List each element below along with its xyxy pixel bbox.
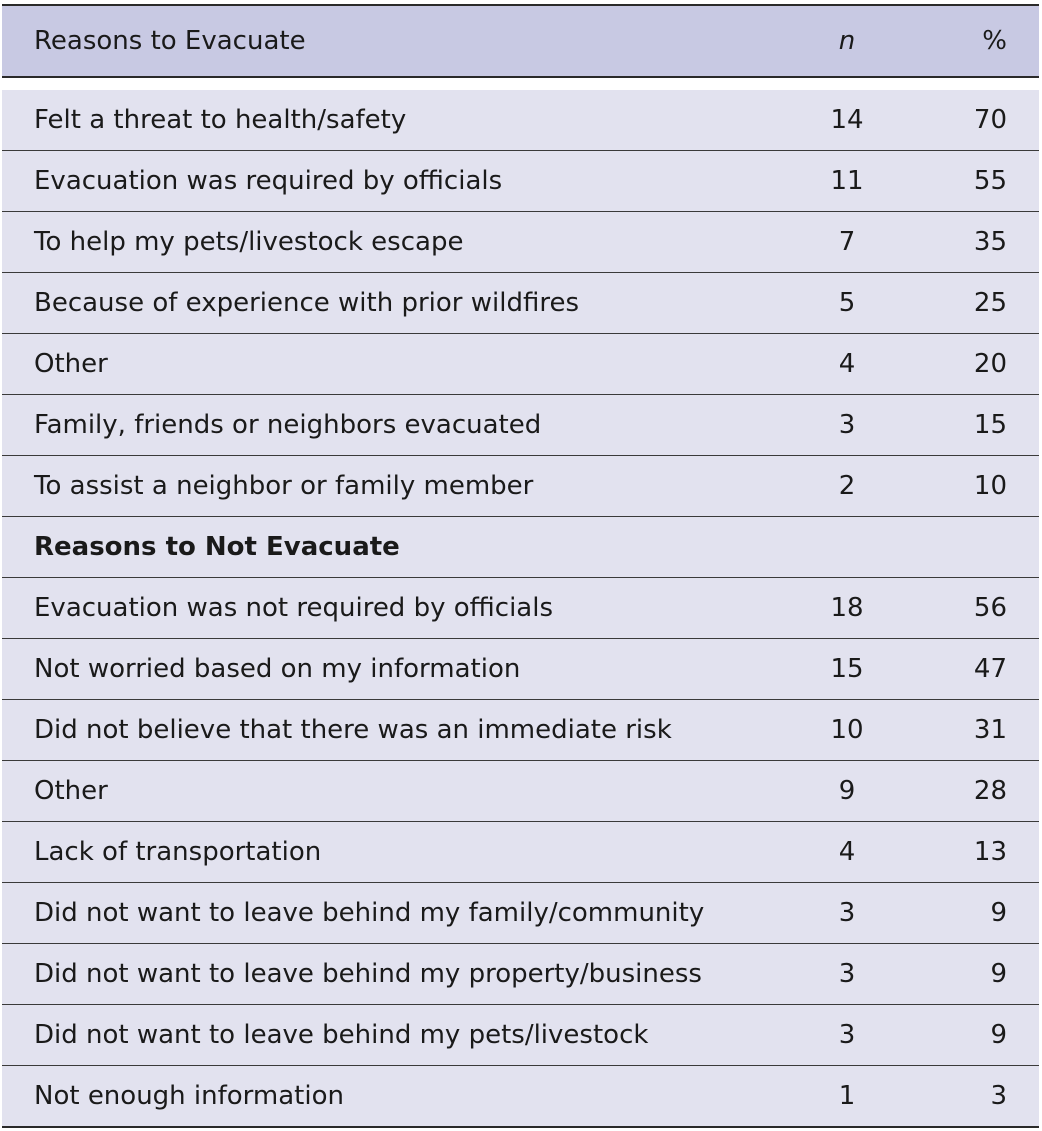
header-n: n (772, 5, 922, 77)
table-row (2, 212, 1039, 273)
row-percent: 35 (922, 212, 1039, 273)
header-spacer (2, 77, 1039, 90)
row-label: Other (2, 761, 772, 822)
table-row (2, 944, 1039, 1005)
header-reasons-to-evacuate: Reasons to Evacuate (2, 5, 772, 77)
row-label: Because of experience with prior wildfires (2, 273, 772, 334)
row-percent: 9 (922, 1005, 1039, 1066)
header-row (2, 5, 1039, 77)
row-n: 14 (772, 90, 922, 151)
row-n: 10 (772, 700, 922, 761)
table-row (2, 578, 1039, 639)
row-percent: 56 (922, 578, 1039, 639)
row-n: 1 (772, 1066, 922, 1128)
row-n: 5 (772, 273, 922, 334)
table-row (2, 761, 1039, 822)
row-percent: 47 (922, 639, 1039, 700)
row-n: 3 (772, 1005, 922, 1066)
row-percent: 31 (922, 700, 1039, 761)
row-n: 7 (772, 212, 922, 273)
row-n: 4 (772, 334, 922, 395)
row-n: 3 (772, 395, 922, 456)
table-row (2, 639, 1039, 700)
row-percent: 9 (922, 944, 1039, 1005)
row-percent: 55 (922, 151, 1039, 212)
row-percent: 15 (922, 395, 1039, 456)
section-title: Reasons to Not Evacuate (2, 517, 1039, 578)
row-percent: 10 (922, 456, 1039, 517)
row-label: To assist a neighbor or family member (2, 456, 772, 517)
row-label: Family, friends or neighbors evacuated (2, 395, 772, 456)
table-body (2, 77, 1039, 1127)
row-label: Other (2, 334, 772, 395)
row-n: 3 (772, 944, 922, 1005)
table-row (2, 883, 1039, 944)
row-percent: 28 (922, 761, 1039, 822)
table-row (2, 456, 1039, 517)
section-header-not-evacuate (2, 517, 1039, 578)
row-n: 15 (772, 639, 922, 700)
row-n: 9 (772, 761, 922, 822)
row-label: Lack of transportation (2, 822, 772, 883)
row-percent: 70 (922, 90, 1039, 151)
table-row (2, 273, 1039, 334)
header-percent: % (922, 5, 1039, 77)
row-label: Evacuation was not required by officials (2, 578, 772, 639)
row-n: 18 (772, 578, 922, 639)
table-row (2, 700, 1039, 761)
row-n: 11 (772, 151, 922, 212)
row-label: Evacuation was required by officials (2, 151, 772, 212)
evacuation-reasons-table-container (2, 4, 1039, 1128)
table-row (2, 822, 1039, 883)
row-n: 4 (772, 822, 922, 883)
row-label: Not enough information (2, 1066, 772, 1128)
row-percent: 3 (922, 1066, 1039, 1128)
row-label: Did not want to leave behind my pets/livestock (2, 1005, 772, 1066)
row-label: Not worried based on my information (2, 639, 772, 700)
table-row (2, 1066, 1039, 1128)
row-label: Felt a threat to health/safety (2, 90, 772, 151)
row-label: Did not want to leave behind my property/business (2, 944, 772, 1005)
row-label: Did not believe that there was an immediate risk (2, 700, 772, 761)
row-percent: 9 (922, 883, 1039, 944)
table-row (2, 151, 1039, 212)
row-percent: 13 (922, 822, 1039, 883)
evacuation-reasons-table (2, 4, 1039, 1128)
row-label: To help my pets/livestock escape (2, 212, 772, 273)
table-header (2, 5, 1039, 77)
row-percent: 20 (922, 334, 1039, 395)
table-row (2, 334, 1039, 395)
table-row (2, 395, 1039, 456)
row-n: 2 (772, 456, 922, 517)
table-row (2, 1005, 1039, 1066)
row-label: Did not want to leave behind my family/community (2, 883, 772, 944)
row-percent: 25 (922, 273, 1039, 334)
table-row (2, 90, 1039, 151)
row-n: 3 (772, 883, 922, 944)
